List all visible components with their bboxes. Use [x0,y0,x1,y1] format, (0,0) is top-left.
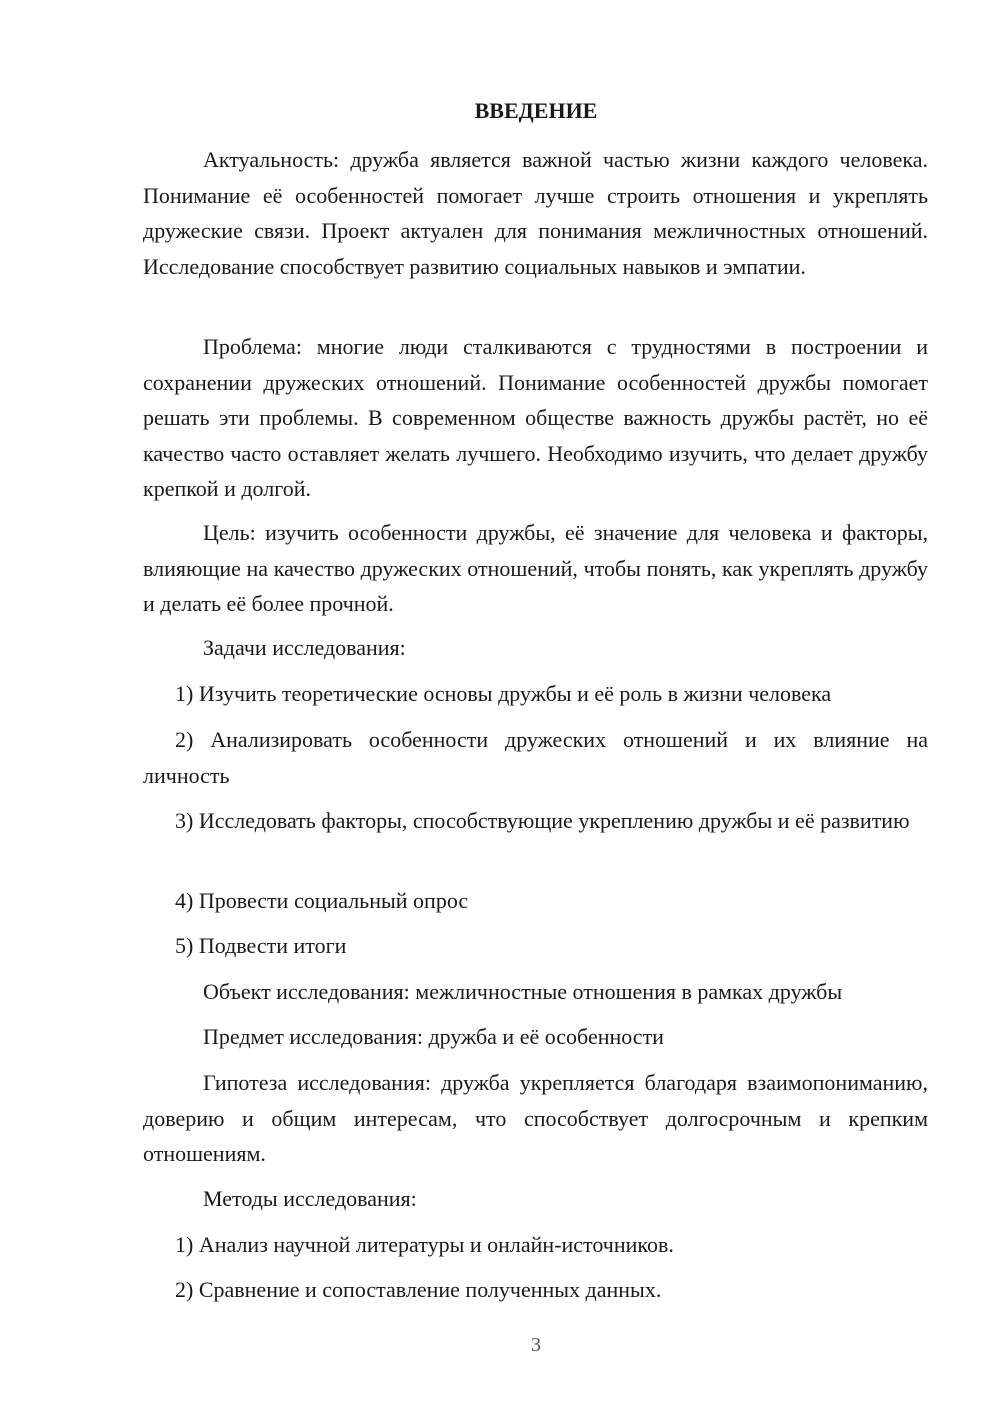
methods-title: Методы исследования: [203,1186,417,1211]
problem-paragraph: Проблема: многие люди сталкиваются с трудностями в построении и сохранении дружеских отношений. Понимание особенностей дружбы помогает решать эти проблемы. В современном обществе важность дружбы растёт, но её качество часто оставляет желать лучшего. Необходимо изучить, что делает дружбу крепкой и долгой. [143,334,928,501]
method-item: 2) Сравнение и сопоставление полученных данных. [175,1277,662,1302]
hypothesis-paragraph: Гипотеза исследования: дружба укрепляется благодаря взаимопониманию, доверию и общим интересам, что способствует долгосрочным и крепким отношениям. [143,1070,928,1166]
task-item: 4) Провести социальный опрос [175,888,469,913]
page-number: 3 [531,1334,541,1356]
relevance-paragraph: Актуальность: дружба является важной частью жизни каждого человека. Понимание её особенностей помогает лучше строить отношения и укреплять дружеские связи. Проект актуален для понимания межличностных отношений. Исследование способствует развитию социальных навыков и эмпатии. [143,147,928,279]
task-item: 2) Анализировать особенности дружеских отношений и их влияние на личность [143,727,928,788]
section-heading: ВВЕДЕНИЕ [474,98,598,123]
object-line: Объект исследования: межличностные отношения в рамках дружбы [203,979,843,1004]
task-item: 1) Изучить теоретические основы дружбы и её роль в жизни человека [175,681,832,706]
subject-line: Предмет исследования: дружба и её особенности [203,1024,664,1049]
task-item: 5) Подвести итоги [175,933,347,958]
task-item: 3) Исследовать факторы, способствующие укреплению дружбы и её развитию [175,808,910,833]
method-item: 1) Анализ научной литературы и онлайн-источников. [175,1232,674,1257]
tasks-title: Задачи исследования: [203,635,406,660]
goal-paragraph: Цель: изучить особенности дружбы, её значение для человека и факторы, влияющие на качество дружеских отношений, чтобы понять, как укреплять дружбу и делать её более прочной. [143,520,928,616]
